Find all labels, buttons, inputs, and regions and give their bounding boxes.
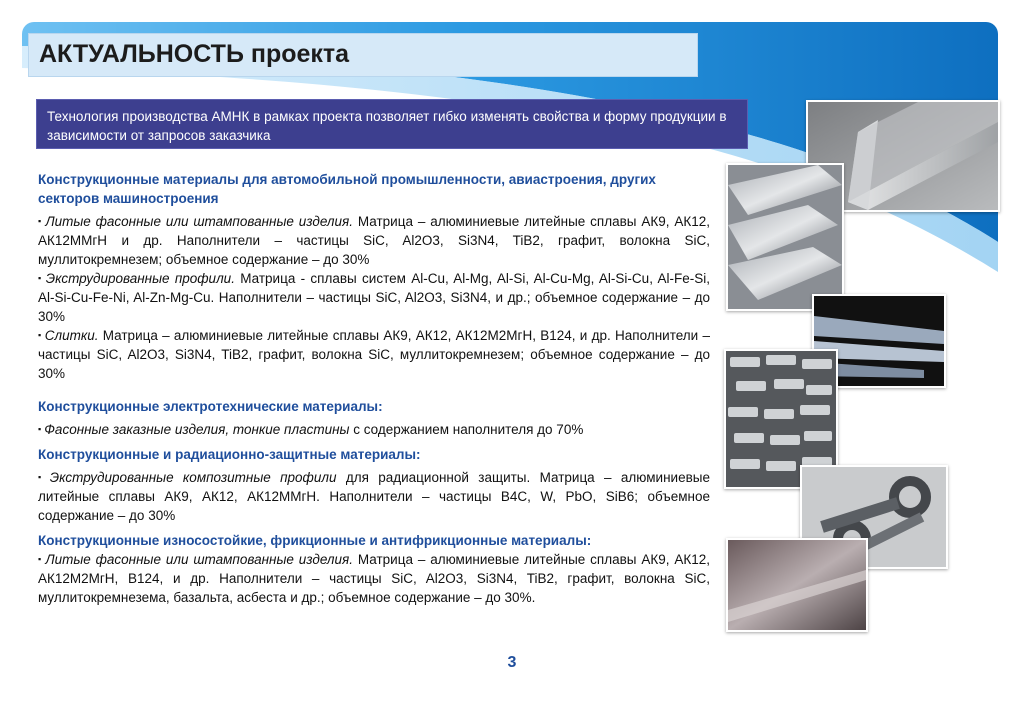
section-electrotechnical <box>38 397 710 439</box>
section-heading: Конструкционные и радиационно-защитные материалы: <box>38 447 421 462</box>
list-item <box>38 212 710 269</box>
section-automotive <box>38 170 710 383</box>
section-heading: Конструкционные износостойкие, фрикционные и антифрикционные материалы: <box>38 533 592 548</box>
intro-box: Технология производства АМНК в рамках проекта позволяет гибко изменять свойства и форму продукции в зависимости от запросов заказчика <box>36 99 748 149</box>
item-lead: Экструдированные композитные профили <box>49 470 337 485</box>
item-lead: Литые фасонные или штампованные изделия. <box>45 214 353 229</box>
list-item <box>38 420 710 439</box>
item-lead: Экструдированные профили. <box>45 271 235 286</box>
bullet-icon: ▪ <box>38 216 43 226</box>
bullet-icon: ▪ <box>38 554 43 564</box>
item-lead: Литые фасонные или штампованные изделия. <box>45 552 353 567</box>
item-text: для радиационной защиты. Матрица – алюминиевые литейные сплавы АК9, АК12, АК12ММгН. Наполнители – частицы B4C, W, PbO, SiB6; объемное содержание – до 30% <box>38 470 710 523</box>
item-text: с содержанием наполнителя до 70% <box>349 422 584 437</box>
list-item <box>38 550 710 607</box>
main-content <box>38 170 710 607</box>
list-item <box>38 326 710 383</box>
page-number: 3 <box>507 654 517 671</box>
page-title: АКТУАЛЬНОСТЬ проекта <box>39 40 350 68</box>
item-lead: Фасонные заказные изделия, тонкие пластины <box>44 422 350 437</box>
section-heading: Конструкционные электротехнические материалы: <box>38 399 383 414</box>
bullet-icon: ▪ <box>38 330 42 340</box>
bullet-icon: ▪ <box>38 424 42 434</box>
section-radiation <box>38 445 710 525</box>
bullet-icon: ▪ <box>38 472 47 482</box>
list-item <box>38 468 710 525</box>
item-lead: Слитки. <box>44 328 99 343</box>
item-text: Матрица - сплавы систем Al-Cu, Al-Mg, Al-Si, Al-Cu-Mg, Al-Si-Cu, Al-Fe-Si, Al-Si-Cu-Fe-Ni, Al-Zn-Mg-Cu. Наполнители – частицы SiC, Al2O3, Si3N4, и др.; объемное содержание – до 30% <box>38 271 710 324</box>
title-box <box>28 33 698 77</box>
bullet-icon: ▪ <box>38 273 43 283</box>
photo-ingots-large <box>726 163 844 311</box>
item-text: Матрица – алюминиевые литейные сплавы АК9, АК12, АК12ММгН и др. Наполнители – частицы SiC, Al2O3, Si3N4, TiB2, графит, волокна SiC, муллитокремнезем; объемное содержание – до 30% <box>38 214 710 267</box>
item-text: Матрица – алюминиевые литейные сплавы АК9, АК12, АК12М2МгН, В124, и др. Наполнители – частицы SiC, Al2O3, Si3N4, TiB2, графит, волокна SiC, муллитокремнезем; объемное содержание – до 30% <box>38 328 710 381</box>
list-item <box>38 269 710 326</box>
section-wear-resistant <box>38 531 710 607</box>
photo-plates <box>726 538 868 632</box>
section-heading: Конструкционные материалы для автомобильной промышленности, авиастроения, других секторов машиностроения <box>38 172 656 206</box>
item-text: Матрица – алюминиевые литейные сплавы АК9, АК12, АК12М2МгН, В124, и др. Наполнители – частицы SiC, Al2O3, Si3N4, TiB2, графит, волокна SiC, муллитокремнезема, базальта, асбеста и др.; объемное содержание – до 30%. <box>38 552 710 605</box>
